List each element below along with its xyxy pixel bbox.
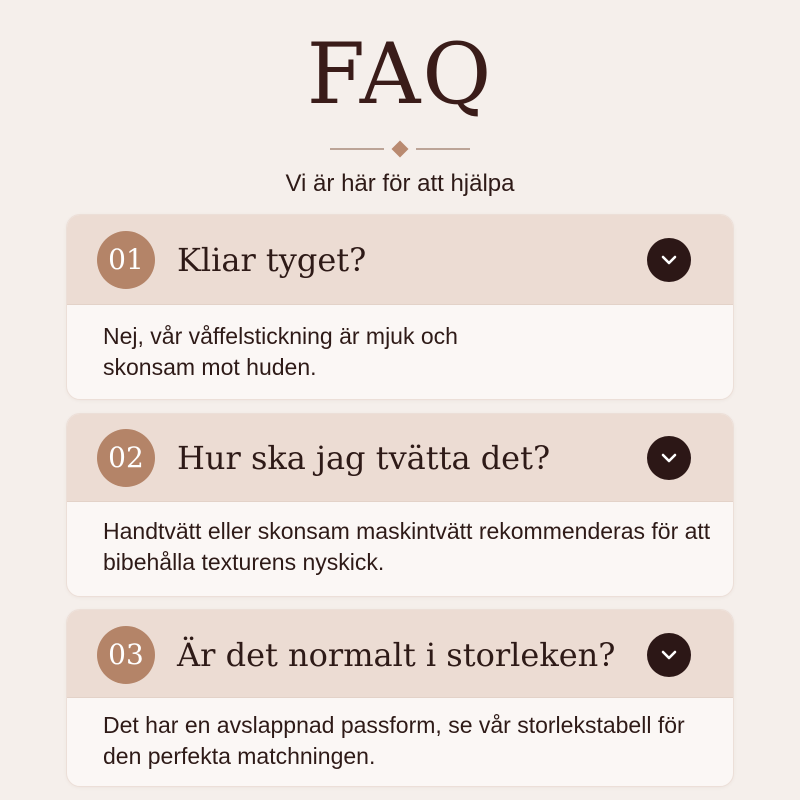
chevron-down-icon[interactable] xyxy=(647,436,691,480)
faq-question: Är det normalt i storleken? xyxy=(177,636,616,674)
faq-number-badge: 03 xyxy=(97,626,155,684)
faq-question-header[interactable] xyxy=(67,215,733,305)
faq-answer: Det har en avslappnad passform, se vår storlekstabell för den perfekta matchningen. xyxy=(103,712,685,769)
faq-question-header[interactable] xyxy=(67,414,733,502)
faq-answer: Nej, vår våffelstickning är mjuk och skonsam mot huden. xyxy=(103,323,458,380)
divider-line-right xyxy=(416,148,470,150)
faq-question: Kliar tyget? xyxy=(177,241,367,279)
divider-line-left xyxy=(330,148,384,150)
faq-answer: Handtvätt eller skonsam maskintvätt rekommenderas för att bibehålla texturens nyskick. xyxy=(103,518,711,575)
faq-item-1 xyxy=(66,214,734,400)
faq-number-badge: 01 xyxy=(97,231,155,289)
page-subtitle: Vi är här för att hjälpa xyxy=(285,170,515,197)
faq-number-badge: 02 xyxy=(97,429,155,487)
faq-question-header[interactable] xyxy=(67,610,733,698)
page-title: FAQ xyxy=(306,25,494,123)
faq-item-3 xyxy=(66,609,734,787)
chevron-down-icon[interactable] xyxy=(647,633,691,677)
faq-question: Hur ska jag tvätta det? xyxy=(177,439,551,477)
chevron-down-icon[interactable] xyxy=(647,238,691,282)
title-divider xyxy=(330,140,470,158)
faq-item-2 xyxy=(66,413,734,597)
diamond-ornament-icon xyxy=(392,141,409,158)
